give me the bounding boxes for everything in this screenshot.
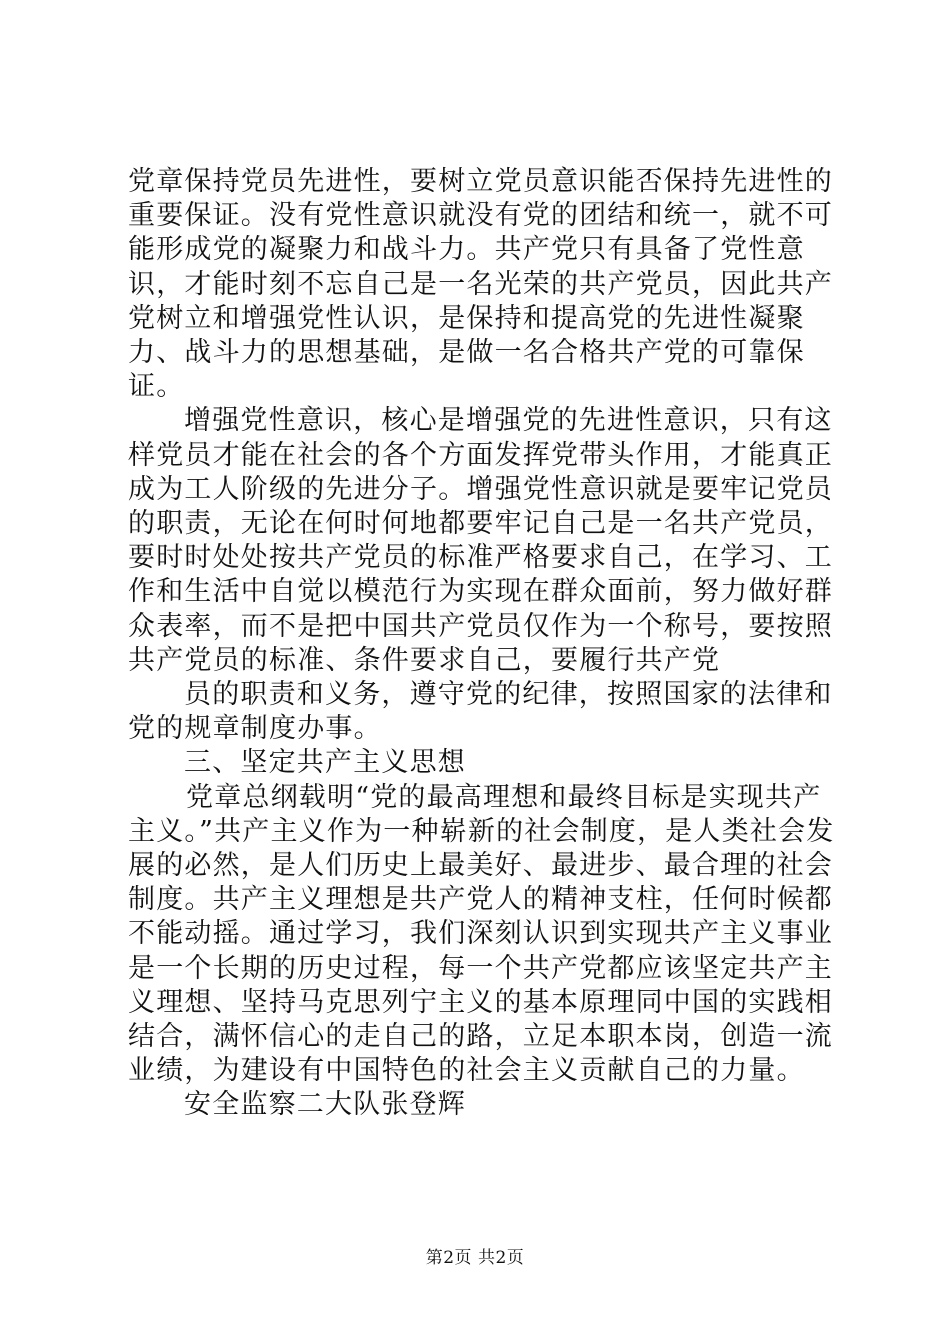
page-footer: 第2页 共2页 (425, 1248, 525, 1268)
paragraph-strengthen-party-spirit: 增强党性意识，核心是增强党的先进性意识，只有这样党员才能在社会的各个方面发挥党带头作用，才能真正成为工人阶级的先进分子。增强党性意识就是要牢记党员的职责，无论在何时何地都要牢记自己是一名共产党员，要时时处处按共产党员的标准严格要求自己，在学习、工作和生活中自觉以模范行为实现在群众面前，努力做好群众表率，而不是把中国共产党员仅作为一个称号，要按照共产党员的标准、条件要求自己，要履行共产党 (128, 405, 833, 676)
document-body (128, 165, 838, 1123)
paragraph-duties-obligations: 员的职责和义务，遵守党的纪律，按照国家的法律和党的规章制度办事。 (128, 679, 833, 745)
paragraph-communist-ideal: 党章总纲载明“党的最高理想和最终目标是实现共产主义。”共产主义作为一种崭新的社会制度，是人类社会发展的必然，是人们历史上最美好、最进步、最合理的社会制度。共产主义理想是共产党人的精神支柱，任何时候都不能动摇。通过学习，我们深刻认识到实现共产主义事业是一个长期的历史过程，每一个共产党都应该坚定共产主义理想、坚持马克思列宁主义的基本原理同中国的实践相结合，满怀信心的走自己的路，立足本职本岗，创造一流业绩，为建设有中国特色的社会主义贡献自己的力量。 (128, 781, 835, 1087)
author-signature: 安全监察二大队张登辉 (184, 1089, 466, 1121)
paragraph-party-awareness: 党章保持党员先进性，要树立党员意识能否保持先进性的重要保证。没有党性意识就没有党的团结和统一，就不可能形成党的凝聚力和战斗力。共产党只有具备了党性意识，才能时刻不忘自己是一名光荣的共产党员，因此共产党树立和增强党性认识，是保持和提高党的先进性凝聚力、战斗力的思想基础，是做一名合格共产党的可靠保证。 (128, 166, 833, 403)
section-heading-communism: 三、坚定共产主义思想 (184, 747, 466, 779)
